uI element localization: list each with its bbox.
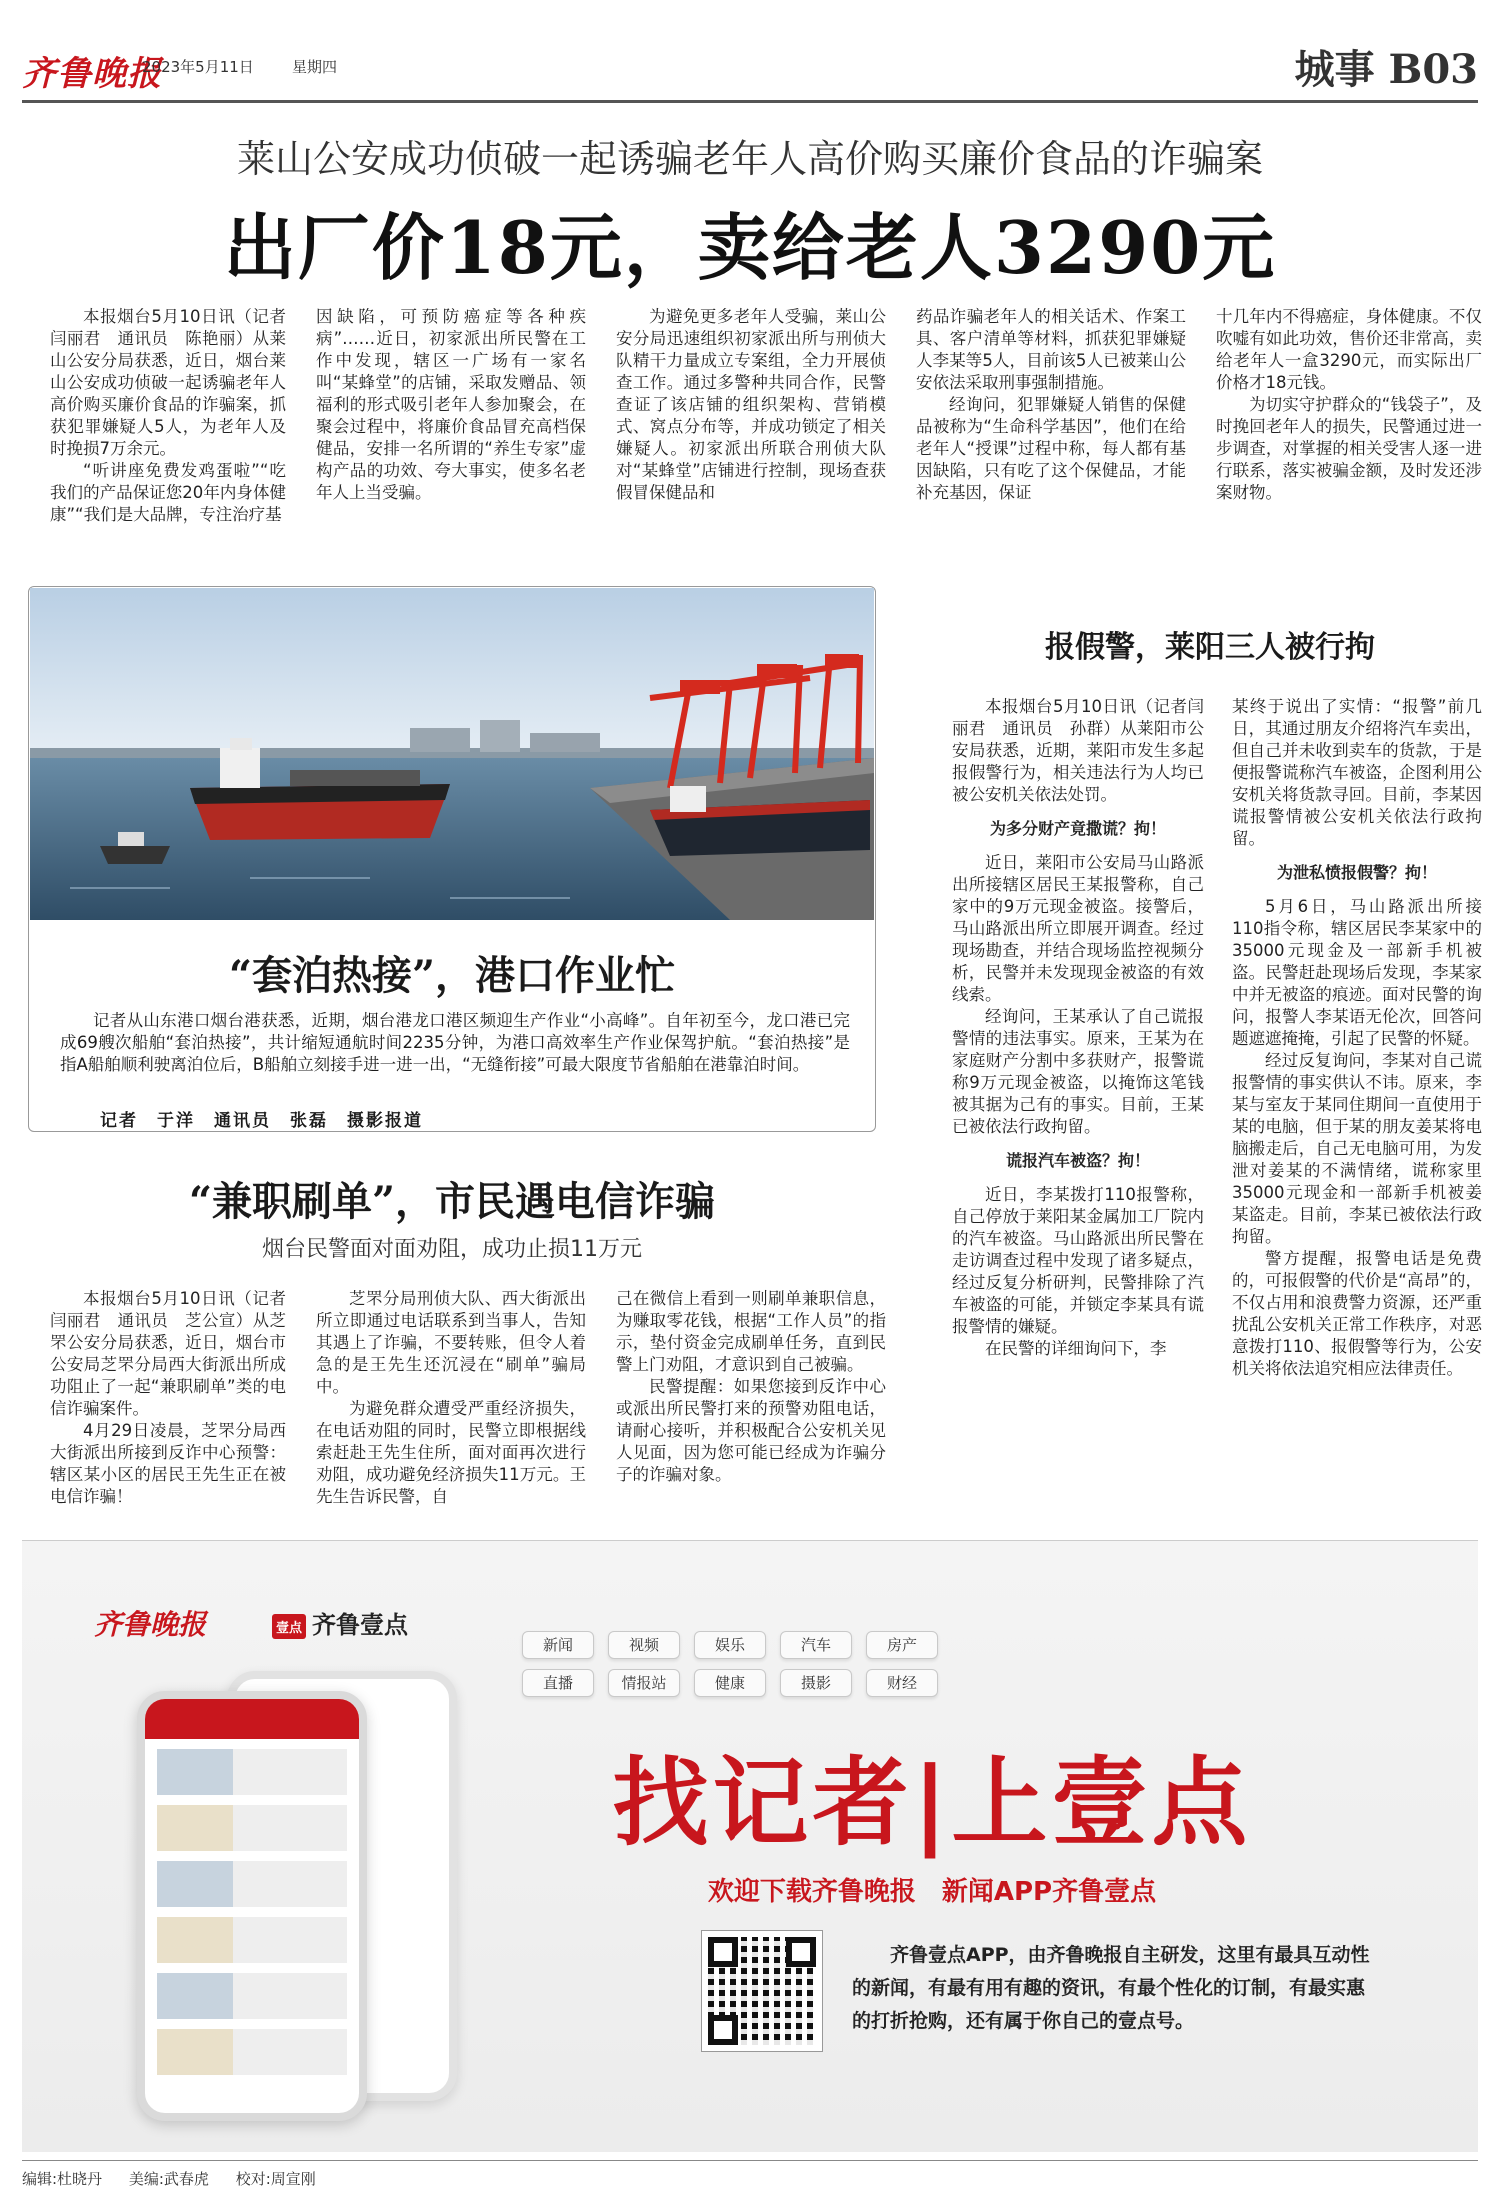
story2-column-2 bbox=[316, 1288, 586, 1508]
phone-news-item bbox=[157, 2029, 347, 2075]
channel-health: 健康 bbox=[694, 1669, 766, 1697]
side-story-paragraph: 警方提醒，报警电话是免费的，可报假警的代价是“高昂”的，不仅占用和浪费警力资源，还严重扰乱公安机关正常工作秩序，对恶意拨打110、报假警等行为，公安机关将依法追究相应法律责任。 bbox=[1232, 1249, 1482, 1378]
story1-column-4 bbox=[916, 306, 1186, 504]
channel-video: 视频 bbox=[608, 1631, 680, 1659]
channel-finance: 财经 bbox=[866, 1669, 938, 1697]
story1-column-5 bbox=[1216, 306, 1482, 504]
story1-paragraph: 为切实守护群众的“钱袋子”，及时挽回老年人的损失，民警通过进一步调查，对掌握的相关受害人逐一进行联系，落实被骗金额，及时发还涉案财物。 bbox=[1216, 395, 1482, 502]
story2-paragraph: 芝罘分局刑侦大队、西大街派出所立即通过电话联系到当事人，告知其遇上了诈骗，不要转账，但令人着急的是王先生还沉浸在“刷单”骗局中。 bbox=[316, 1289, 586, 1396]
side-story-paragraph: 某终于说出了实情：“报警”前几日，其通过朋友介绍将汽车卖出，但自己并未收到卖车的货款，于是便报警谎称汽车被盗，企图利用公安机关将货款寻回。目前，李某因谎报警情被公安机关依法行政拘留。 bbox=[1232, 697, 1482, 848]
side-story-subhead: 谎报汽车被盗？拘！ bbox=[1005, 1151, 1150, 1170]
channel-auto: 汽车 bbox=[780, 1631, 852, 1659]
section-label: 城事 B03 bbox=[1294, 46, 1478, 93]
channel-entertainment: 娱乐 bbox=[694, 1631, 766, 1659]
qr-finder-icon bbox=[708, 2015, 738, 2045]
side-story-lead: 本报烟台5月10日讯（记者闫丽君 通讯员 孙群）从莱阳市公安局获悉，近期，莱阳市发生多起报假警行为，相关违法行为人均已被公安机关依法处罚。 bbox=[952, 697, 1204, 804]
phone-app-header bbox=[145, 1699, 359, 1739]
side-story-paragraph: 经过反复询问，李某对自己谎报警情的事实供认不讳。原来，李某与室友于某同住期间一直使用于某的电脑，但于某的朋友姜某将电脑搬走后，自己无电脑可用，为发泄对姜某的不满情绪，谎称家里35000元现金和一部新手机被姜某盗走。目前，李某已被依法行政拘留。 bbox=[1232, 1051, 1482, 1246]
story1-subhead: 莱山公安成功侦破一起诱骗老年人高价购买廉价食品的诈骗案 bbox=[236, 137, 1263, 181]
story1-paragraph: “听讲座免费发鸡蛋啦”“吃我们的产品保证您20年内身体健康”“我们是大品牌，专注治疗基 bbox=[50, 461, 286, 524]
side-story-paragraph: 近日，李某拨打110报警称，自己停放于莱阳某金属加工厂院内的汽车被盗。马山路派出所民警在走访调查过程中发现了诸多疑点，经过反复分析研判，民警排除了汽车被盗的可能，并锁定李某具有谎报警情的嫌疑。 bbox=[952, 1185, 1204, 1336]
phone-news-item bbox=[157, 1973, 347, 2019]
port-illustration bbox=[30, 588, 874, 920]
footer-rule bbox=[22, 2160, 1478, 2161]
story2-subtitle: 烟台民警面对面劝阻，成功止损11万元 bbox=[262, 1237, 642, 1262]
issue-weekday: 星期四 bbox=[292, 58, 338, 76]
phone-news-item bbox=[157, 1917, 347, 1963]
story1-paragraph: 经询问，犯罪嫌疑人销售的保健品被称为“生命科学基因”，他们在给老年人“授课”过程中称，每人都有基因缺陷，只有吃了这个保健品，才能补充基因，保证 bbox=[916, 395, 1186, 502]
channel-intel: 情报站 bbox=[608, 1669, 680, 1697]
ad-description: 齐鲁壹点APP，由齐鲁晚报自主研发，这里有最具互动性的新闻，有最有用有趣的资讯，有最个性化的订制，有最实惠的打折抢购，还有属于你自己的壹点号。 bbox=[852, 1944, 1370, 2032]
ad-brand-logo: 齐鲁晚报 bbox=[94, 1608, 207, 1641]
ad-app-logo bbox=[272, 1605, 408, 1640]
story1-paragraph: 为避免更多老年人受骗，莱山公安分局迅速组织初家派出所与刑侦大队精干力量成立专案组，全力开展侦查工作。通过多警种共同合作，民警查证了该店铺的组织架构、营销模式、窝点分布等，并成功锁定了相关嫌疑人。初家派出所联合刑侦大队对“某蜂堂”店铺进行控制，现场查获假冒保健品和 bbox=[616, 307, 886, 502]
phone-news-item bbox=[157, 1805, 347, 1851]
story1-paragraph: 药品诈骗老年人的相关话术、作案工具、客户清单等材料，抓获犯罪嫌疑人李某等5人，目前该5人已被莱山公安依法采取刑事强制措施。 bbox=[916, 307, 1186, 392]
story2-paragraph: 民警提醒：如果您接到反诈中心或派出所民警打来的预警劝阻电话，请耐心接听，并积极配合公安机关见人见面，因为您可能已经成为诈骗分子的诈骗对象。 bbox=[616, 1377, 886, 1484]
page-credits bbox=[22, 2168, 338, 2189]
side-story-column-1 bbox=[952, 696, 1204, 1360]
side-story-paragraph: 在民警的详细询问下，李 bbox=[985, 1339, 1167, 1358]
designer-credit: 美编:武春虎 bbox=[128, 2170, 209, 2188]
yidian-badge-icon: 壹点 bbox=[272, 1614, 306, 1639]
story2-paragraph: 为避免群众遭受严重经济损失，在电话劝阻的同时，民警立即根据线索赶赴王先生住所，面对面再次进行劝阻，成功避免经济损失11万元。王先生告诉民警，自 bbox=[316, 1399, 586, 1506]
proofreader-credit: 校对:周宣刚 bbox=[235, 2170, 316, 2188]
photo-credit: 记者 于洋 通讯员 张磊 摄影报道 bbox=[100, 1111, 423, 1131]
editor-credit: 编辑:杜晓丹 bbox=[22, 2170, 103, 2188]
side-story-column-2 bbox=[1232, 696, 1482, 1380]
ad-app-name: 齐鲁壹点 bbox=[312, 1611, 409, 1639]
story1-column-1 bbox=[50, 306, 286, 526]
story1-headline: 出厂价18元，卖给老人3290元 bbox=[223, 205, 1277, 290]
masthead-rule bbox=[22, 100, 1478, 103]
photo-story-title: “套泊热接”，港口作业忙 bbox=[228, 952, 675, 999]
phone-mockup-front bbox=[137, 1691, 367, 2121]
story2-title: “兼职刷单”，市民遇电信诈骗 bbox=[188, 1178, 715, 1225]
story1-column-2 bbox=[316, 306, 586, 504]
side-story-paragraph: 近日，莱阳市公安局马山路派出所接辖区居民王某报警称，自己家中的9万元现金被盗。接警后，马山路派出所立即展开调查。经过现场勘查，并结合现场监控视频分析，民警并未发现现金被盗的有效线索。 bbox=[952, 853, 1204, 1004]
ad-slogan: 找记者|上壹点 bbox=[612, 1747, 1252, 1859]
ad-download-line: 欢迎下载齐鲁晚报 新闻APP齐鲁壹点 bbox=[707, 1877, 1157, 1907]
story1-paragraph: 十几年内不得癌症，身体健康。不仅吹嘘有如此功效，售价还非常高，卖给老年人一盒3290元，而实际出厂价格才18元钱。 bbox=[1216, 307, 1482, 392]
side-story-subhead: 为多分财产竟撒谎？拘！ bbox=[989, 819, 1166, 838]
story2-paragraph: 4月29日凌晨，芝罘分局西大街派出所接到反诈中心预警：辖区某小区的居民王先生正在被电信诈骗！ bbox=[50, 1421, 286, 1506]
channel-photo: 摄影 bbox=[780, 1669, 852, 1697]
channel-news: 新闻 bbox=[522, 1631, 594, 1659]
app-advertisement bbox=[22, 1540, 1478, 2152]
story1-column-3 bbox=[616, 306, 886, 504]
qr-code-icon bbox=[702, 1931, 822, 2051]
phone-news-item bbox=[157, 1861, 347, 1907]
side-story-title: 报假警，莱阳三人被行拘 bbox=[1045, 630, 1375, 665]
qr-finder-icon bbox=[786, 1937, 816, 1967]
masthead bbox=[22, 38, 1478, 100]
story2-column-1 bbox=[50, 1288, 286, 1508]
phone-news-item bbox=[157, 1749, 347, 1795]
qr-finder-icon bbox=[708, 1937, 738, 1967]
story1-paragraph: 因缺陷，可预防癌症等各种疾病”……近日，初家派出所民警在工作中发现，辖区一广场有一家名叫“某蜂堂”的店铺，采取发赠品、领福利的形式吸引老年人参加聚会，在聚会过程中，将廉价食品冒充高档保健品，安排一名所谓的“养生专家”虚构产品的功效、夸大事实，使多名老年人上当受骗。 bbox=[316, 307, 586, 502]
ad-channel-grid bbox=[522, 1631, 1022, 1707]
story2-paragraph: 己在微信上看到一则刷单兼职信息，为赚取零花钱，根据“工作人员”的指示，垫付资金完成刷单任务，直到民警上门劝阻，才意识到自己被骗。 bbox=[616, 1289, 886, 1374]
story2-lead: 本报烟台5月10日讯（记者闫丽君 通讯员 芝公宣）从芝罘公安分局获悉，近日，烟台市公安局芝罘分局西大街派出所成功阻止了一起“兼职刷单”类的电信诈骗案件。 bbox=[50, 1289, 286, 1418]
story2-column-3 bbox=[616, 1288, 886, 1486]
channel-live: 直播 bbox=[522, 1669, 594, 1697]
port-photo bbox=[30, 588, 874, 920]
side-story-paragraph: 经询问，王某承认了自己谎报警情的违法事实。原来，王某为在家庭财产分割中多获财产，报警谎称9万元现金被盗，以掩饰这笔钱被其据为己有的事实。目前，王某已被依法行政拘留。 bbox=[952, 1007, 1204, 1136]
photo-story-caption bbox=[60, 1010, 850, 1076]
photo-caption-text: 记者从山东港口烟台港获悉，近期，烟台港龙口港区频迎生产作业“小高峰”。自年初至今，龙口港已完成69艘次船舶“套泊热接”，共计缩短通航时间2235分钟，为港口高效率生产作业保驾护航。“套泊热接”是指A船舶顺利驶离泊位后，B船舶立刻接手进一进一出，“无缝衔接”可最大限度节省船舶在港靠泊时间。 bbox=[60, 1011, 850, 1074]
newspaper-logo: 齐鲁晚报 bbox=[22, 54, 162, 94]
side-story-subhead: 为泄私愤报假警？拘！ bbox=[1276, 863, 1437, 882]
channel-property: 房产 bbox=[866, 1631, 938, 1659]
side-story-paragraph: 5月6日，马山路派出所接110指令称，辖区居民李某家中的35000元现金及一部新手机被盗。民警赶赴现场后发现，李某家中并无被盗的痕迹。面对民警的询问，报警人李某语无伦次，回答问题遮遮掩掩，引起了民警的怀疑。 bbox=[1232, 897, 1482, 1048]
issue-date: 2023年5月11日 bbox=[142, 58, 254, 76]
story1-lead: 本报烟台5月10日讯（记者闫丽君 通讯员 陈艳丽）从莱山公安分局获悉，近日，烟台莱山公安成功侦破一起诱骗老年人高价购买廉价食品的诈骗案，抓获犯罪嫌疑人5人，为老年人及时挽损7万余元。 bbox=[50, 307, 286, 458]
